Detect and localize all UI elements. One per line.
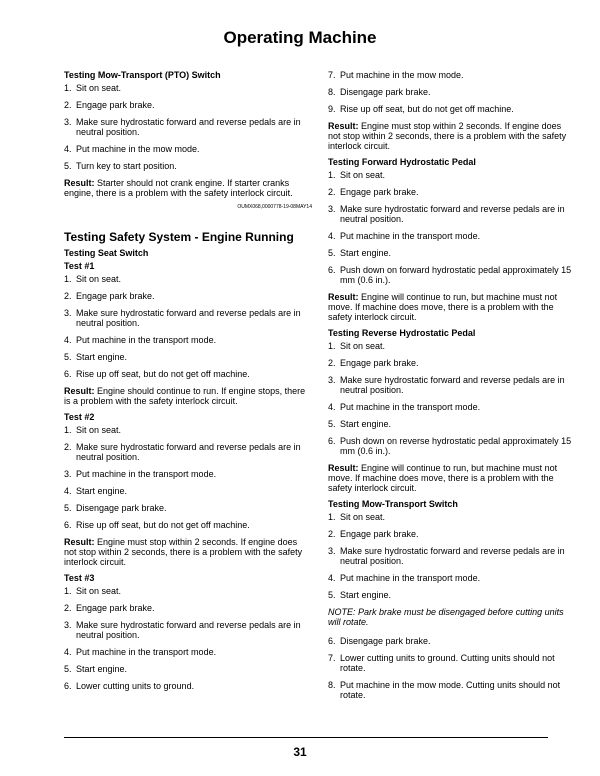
footer-rule — [64, 737, 548, 738]
step-number: 6. — [64, 369, 72, 379]
step-item — [328, 341, 576, 351]
step-item — [64, 586, 312, 596]
step-number: 1. — [64, 425, 72, 435]
step-number: 7. — [328, 70, 336, 80]
step-item — [64, 681, 312, 691]
step-text: Sit on seat. — [340, 341, 386, 351]
step-list — [64, 425, 312, 530]
result-text: Engine will continue to run, but machine must not move. If machine does move, there is a problem with the safety interlock circuit. — [328, 292, 558, 322]
step-item — [64, 161, 312, 171]
result-label: Result: — [64, 386, 95, 396]
step-item — [64, 425, 312, 435]
step-item — [64, 469, 312, 479]
step-item — [328, 70, 576, 80]
step-list — [64, 586, 312, 691]
step-number: 1. — [64, 586, 72, 596]
step-number: 3. — [328, 546, 336, 556]
step-number: 4. — [328, 231, 336, 241]
step-text: Make sure hydrostatic forward and reverse pedals are in neutral position. — [76, 117, 301, 137]
step-text: Put machine in the mow mode. Cutting units should not rotate. — [340, 680, 561, 700]
step-item — [64, 352, 312, 362]
step-text: Sit on seat. — [340, 512, 386, 522]
step-text: Rise up off seat, but do not get off machine. — [340, 104, 514, 114]
step-text: Make sure hydrostatic forward and reverse pedals are in neutral position. — [340, 204, 565, 224]
step-text: Put machine in the mow mode. — [76, 144, 200, 154]
step-item — [328, 590, 576, 600]
step-number: 6. — [328, 436, 336, 446]
step-number: 3. — [328, 204, 336, 214]
step-number: 2. — [328, 358, 336, 368]
step-item — [328, 170, 576, 180]
step-list — [328, 70, 576, 114]
step-number: 5. — [64, 352, 72, 362]
step-text: Rise up off seat, but do not get off machine. — [76, 369, 250, 379]
step-number: 5. — [328, 590, 336, 600]
step-text: Make sure hydrostatic forward and reverse pedals are in neutral position. — [76, 308, 301, 328]
step-list — [328, 170, 576, 285]
step-text: Start engine. — [340, 248, 392, 258]
test-heading: Test #3 — [64, 573, 95, 583]
step-text: Engage park brake. — [340, 529, 419, 539]
step-text: Lower cutting units to ground. Cutting units should not rotate. — [340, 653, 555, 673]
step-text: Start engine. — [76, 486, 128, 496]
step-number: 5. — [64, 664, 72, 674]
result-label: Result: — [64, 537, 95, 547]
step-text: Engage park brake. — [76, 291, 155, 301]
step-number: 6. — [64, 681, 72, 691]
step-text: Sit on seat. — [76, 425, 122, 435]
document-code: OUMX068,0000778-19-08MAY14 — [237, 204, 312, 210]
step-text: Make sure hydrostatic forward and reverse pedals are in neutral position. — [76, 620, 301, 640]
step-item — [328, 529, 576, 539]
result-text: Engine will continue to run, but machine must not move. If machine does move, there is a problem with the safety interlock circuit. — [328, 463, 558, 493]
step-item — [64, 291, 312, 301]
step-text: Make sure hydrostatic forward and reverse pedals are in neutral position. — [76, 442, 301, 462]
step-item — [64, 144, 312, 154]
step-text: Sit on seat. — [340, 170, 386, 180]
step-list — [328, 341, 576, 456]
step-text: Push down on reverse hydrostatic pedal approximately 15 mm (0.6 in.). — [340, 436, 572, 456]
step-number: 1. — [64, 83, 72, 93]
step-text: Start engine. — [76, 352, 128, 362]
test-heading: Test #1 — [64, 261, 95, 271]
result-text: Engine must stop within 2 seconds. If engine does not stop within 2 seconds, there is a problem with the safety interlock circuit. — [328, 121, 567, 151]
step-list — [64, 274, 312, 379]
step-number: 4. — [328, 573, 336, 583]
step-item — [64, 369, 312, 379]
subsection-heading: Testing Seat Switch — [64, 248, 149, 258]
step-number: 2. — [328, 187, 336, 197]
step-text: Make sure hydrostatic forward and reverse pedals are in neutral position. — [340, 546, 565, 566]
section-heading: Testing Mow-Transport Switch — [328, 499, 458, 509]
step-text: Put machine in the transport mode. — [76, 335, 217, 345]
step-number: 2. — [64, 603, 72, 613]
page-number: 31 — [293, 745, 307, 759]
step-text: Sit on seat. — [76, 274, 122, 284]
step-text: Sit on seat. — [76, 586, 122, 596]
step-text: Push down on forward hydrostatic pedal approximately 15 mm (0.6 in.). — [340, 265, 572, 285]
step-item — [64, 520, 312, 530]
step-item — [328, 680, 576, 700]
step-text: Sit on seat. — [76, 83, 122, 93]
section-heading: Testing Reverse Hydrostatic Pedal — [328, 328, 476, 338]
step-number: 4. — [64, 335, 72, 345]
step-text: Put machine in the transport mode. — [340, 231, 481, 241]
step-number: 3. — [64, 469, 72, 479]
step-number: 6. — [328, 265, 336, 275]
step-number: 5. — [64, 161, 72, 171]
step-text: Start engine. — [340, 590, 392, 600]
step-text: Engage park brake. — [76, 100, 155, 110]
section-heading: Testing Safety System - Engine Running — [64, 230, 294, 244]
step-item — [64, 442, 312, 462]
step-text: Put machine in the transport mode. — [340, 402, 481, 412]
step-item — [328, 436, 576, 456]
result-label: Result: — [64, 178, 95, 188]
step-number: 4. — [64, 144, 72, 154]
result-label: Result: — [328, 121, 359, 131]
step-item — [64, 274, 312, 284]
step-text: Disengage park brake. — [340, 636, 431, 646]
step-text: Engage park brake. — [76, 603, 155, 613]
step-item — [328, 573, 576, 583]
step-text: Put machine in the mow mode. — [340, 70, 464, 80]
step-number: 1. — [328, 341, 336, 351]
step-list — [328, 636, 576, 700]
step-number: 2. — [64, 291, 72, 301]
step-item — [328, 358, 576, 368]
step-text: Disengage park brake. — [340, 87, 431, 97]
step-text: Put machine in the transport mode. — [76, 647, 217, 657]
step-number: 1. — [64, 274, 72, 284]
step-number: 3. — [64, 620, 72, 630]
step-number: 6. — [328, 636, 336, 646]
section-heading: Testing Mow-Transport (PTO) Switch — [64, 70, 221, 80]
step-item — [328, 104, 576, 114]
step-number: 8. — [328, 87, 336, 97]
step-text: Rise up off seat, but do not get off machine. — [76, 520, 250, 530]
step-item — [64, 647, 312, 657]
section-heading: Testing Forward Hydrostatic Pedal — [328, 157, 476, 167]
result-paragraph — [64, 178, 312, 198]
page-title: Operating Machine — [223, 28, 377, 47]
result-text: Engine must stop within 2 seconds. If engine does not stop within 2 seconds, there is a problem with the safety interlock circuit. — [64, 537, 303, 567]
step-text: Disengage park brake. — [76, 503, 167, 513]
test-heading: Test #2 — [64, 412, 95, 422]
step-text: Engage park brake. — [340, 358, 419, 368]
step-item — [64, 664, 312, 674]
result-paragraph — [64, 386, 312, 406]
result-paragraph — [64, 537, 312, 567]
left-column — [64, 70, 312, 698]
step-number: 4. — [64, 647, 72, 657]
step-item — [64, 100, 312, 110]
step-text: Start engine. — [340, 419, 392, 429]
step-item — [328, 87, 576, 97]
step-text: Put machine in the transport mode. — [340, 573, 481, 583]
step-number: 3. — [64, 308, 72, 318]
step-text: Lower cutting units to ground. — [76, 681, 195, 691]
step-item — [64, 117, 312, 137]
step-text: Put machine in the transport mode. — [76, 469, 217, 479]
step-item — [328, 265, 576, 285]
step-number: 1. — [328, 512, 336, 522]
step-list — [64, 83, 312, 171]
step-item — [328, 512, 576, 522]
step-number: 6. — [64, 520, 72, 530]
step-text: Start engine. — [76, 664, 128, 674]
step-item — [328, 653, 576, 673]
step-number: 4. — [328, 402, 336, 412]
step-text: Make sure hydrostatic forward and reverse pedals are in neutral position. — [340, 375, 565, 395]
result-text: Starter should not crank engine. If starter cranks engine, there is a problem with the safety interlock circuit. — [64, 178, 293, 198]
step-number: 7. — [328, 653, 336, 663]
step-number: 2. — [64, 100, 72, 110]
step-item — [64, 503, 312, 513]
step-number: 5. — [328, 419, 336, 429]
step-item — [64, 335, 312, 345]
step-number: 8. — [328, 680, 336, 690]
step-number: 5. — [64, 503, 72, 513]
step-number: 9. — [328, 104, 336, 114]
step-item — [328, 231, 576, 241]
step-item — [328, 419, 576, 429]
step-number: 3. — [328, 375, 336, 385]
step-item — [64, 308, 312, 328]
step-item — [328, 636, 576, 646]
step-number: 2. — [328, 529, 336, 539]
step-number: 3. — [64, 117, 72, 127]
result-text: Engine should continue to run. If engine stops, there is a problem with the safety interlock circuit. — [64, 386, 306, 406]
step-item — [64, 83, 312, 93]
step-text: Engage park brake. — [340, 187, 419, 197]
step-item — [64, 486, 312, 496]
step-item — [64, 603, 312, 613]
note: NOTE: Park brake must be disengaged before cutting units will rotate. — [328, 607, 564, 627]
step-item — [64, 620, 312, 640]
step-item — [328, 204, 576, 224]
result-paragraph — [328, 121, 576, 151]
result-label: Result: — [328, 463, 359, 473]
step-number: 4. — [64, 486, 72, 496]
result-paragraph — [328, 292, 576, 322]
step-item — [328, 248, 576, 258]
step-text: Turn key to start position. — [76, 161, 177, 171]
step-number: 1. — [328, 170, 336, 180]
step-item — [328, 375, 576, 395]
right-column — [328, 70, 576, 707]
result-paragraph — [328, 463, 576, 493]
step-number: 2. — [64, 442, 72, 452]
step-item — [328, 546, 576, 566]
step-item — [328, 402, 576, 412]
step-item — [328, 187, 576, 197]
step-number: 5. — [328, 248, 336, 258]
result-label: Result: — [328, 292, 359, 302]
step-list — [328, 512, 576, 600]
